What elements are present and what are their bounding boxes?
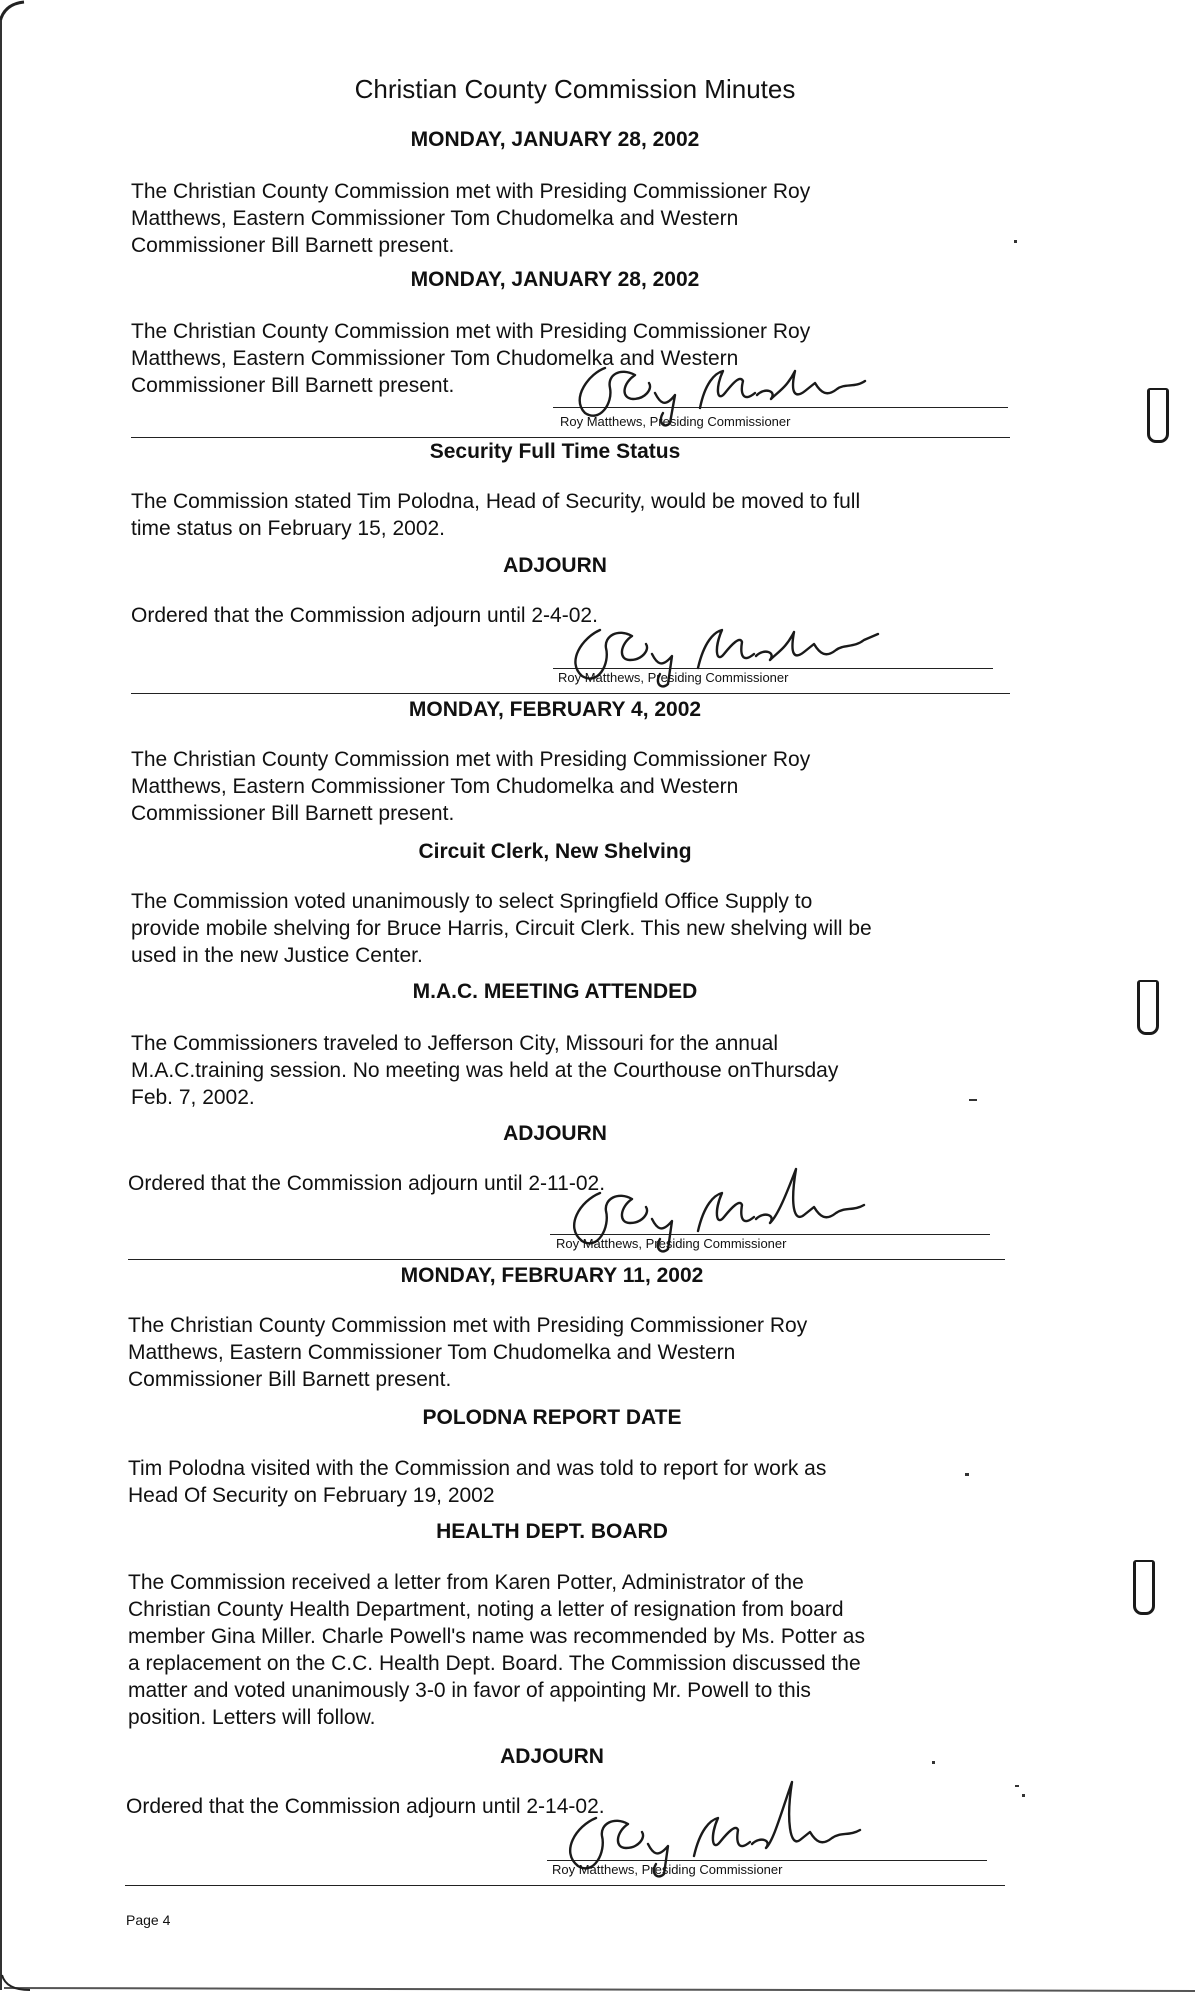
section-heading: Security Full Time Status [429,440,681,463]
section-heading: Circuit Clerk, New Shelving [418,840,692,863]
signature-caption: Roy Matthews, Presiding Commissioner [552,1862,783,1877]
section-heading-date: MONDAY, JANUARY 28, 2002 [410,268,700,291]
section-paragraph [131,178,810,259]
scan-speck [1015,1785,1019,1787]
section-paragraph [128,1455,826,1509]
section-heading-date: MONDAY, JANUARY 28, 2002 [410,128,700,151]
section-heading-date: MONDAY, FEBRUARY 4, 2002 [408,698,702,721]
section-paragraph [131,746,810,827]
paragraph-line: member Gina Miller. Charle Powell's name was recommended by Ms. Potter as [128,1625,865,1648]
document-title: Christian County Commission Minutes [354,74,796,104]
section-divider [128,1259,1005,1260]
section-paragraph [126,1793,605,1820]
section-paragraph [128,1312,807,1393]
section-paragraph [131,488,860,542]
scan-speck [1014,240,1017,243]
section-heading: HEALTH DEPT. BOARD [436,1520,668,1543]
paragraph-line: Tim Polodna visited with the Commission and was told to report for work as [128,1457,827,1480]
paragraph-line: a replacement on the C.C. Health Dept. Board. The Commission discussed the [128,1652,861,1675]
section-divider [131,693,1010,694]
paragraph-line: Matthews, Eastern Commissioner Tom Chudomelka and Western [131,775,739,798]
binder-hole-mark [1137,980,1159,1035]
paragraph-line: The Christian County Commission met with Presiding Commissioner Roy [131,748,811,771]
paragraph-line: Ordered that the Commission adjourn until 2-14-02. [126,1795,605,1818]
paragraph-line: Matthews, Eastern Commissioner Tom Chudomelka and Western [131,207,739,230]
paragraph-line: The Commission voted unanimously to select Springfield Office Supply to [131,890,813,913]
section-paragraph [128,1569,865,1731]
paragraph-line: The Commission received a letter from Karen Potter, Administrator of the [128,1571,804,1594]
paragraph-line: used in the new Justice Center. [131,944,423,967]
paragraph-line: matter and voted unanimously 3-0 in favor of appointing Mr. Powell to this [128,1679,811,1702]
paragraph-line: Ordered that the Commission adjourn until 2-11-02. [128,1172,606,1195]
paragraph-line: Matthews, Eastern Commissioner Tom Chudomelka and Western [131,347,739,370]
paragraph-line: time status on February 15, 2002. [131,517,446,540]
scan-speck [932,1761,935,1764]
section-paragraph [131,1030,838,1111]
section-paragraph [128,1170,605,1197]
paragraph-line: Feb. 7, 2002. [131,1086,255,1109]
paragraph-line: Head Of Security on February 19, 2002 [128,1484,495,1507]
paragraph-line: The Commission stated Tim Polodna, Head of Security, would be moved to full [131,490,861,513]
section-paragraph [131,602,598,629]
paragraph-line: position. Letters will follow. [128,1706,376,1729]
paragraph-line: Commissioner Bill Barnett present. [131,802,455,825]
binder-hole-mark [1147,388,1169,443]
scan-speck [965,1473,969,1476]
scan-speck [969,1099,977,1101]
paragraph-line: Commissioner Bill Barnett present. [131,374,455,397]
paragraph-line: The Commissioners traveled to Jefferson City, Missouri for the annual [131,1032,778,1055]
paragraph-line: The Christian County Commission met with Presiding Commissioner Roy [128,1314,808,1337]
section-heading-adjourn: ADJOURN [503,554,607,577]
section-divider [131,437,1010,438]
signature-caption: Roy Matthews, Presiding Commissioner [560,414,791,429]
signature-caption: Roy Matthews, Presiding Commissioner [556,1236,787,1251]
binder-hole-mark [1133,1560,1155,1615]
paragraph-line: The Christian County Commission met with Presiding Commissioner Roy [131,320,811,343]
section-heading-adjourn: ADJOURN [500,1745,604,1768]
paragraph-line: Matthews, Eastern Commissioner Tom Chudomelka and Western [128,1341,736,1364]
section-divider [125,1885,1005,1886]
section-heading-date: MONDAY, FEBRUARY 11, 2002 [400,1264,704,1287]
section-heading: M.A.C. MEETING ATTENDED [412,980,698,1003]
paragraph-line: Ordered that the Commission adjourn until 2-4-02. [131,604,598,627]
page-number: Page 4 [126,1912,171,1928]
section-heading: POLODNA REPORT DATE [422,1406,682,1429]
paragraph-line: Commissioner Bill Barnett present. [128,1368,452,1391]
section-paragraph [131,888,872,969]
section-heading-adjourn: ADJOURN [503,1122,607,1145]
paragraph-line: M.A.C.training session. No meeting was held at the Courthouse onThursday [131,1059,839,1082]
paragraph-line: The Christian County Commission met with Presiding Commissioner Roy [131,180,811,203]
paragraph-line: provide mobile shelving for Bruce Harris, Circuit Clerk. This new shelving will be [131,917,872,940]
paragraph-line: Commissioner Bill Barnett present. [131,234,455,257]
signature-caption: Roy Matthews, Presiding Commissioner [558,670,789,685]
paragraph-line: Christian County Health Department, noting a letter of resignation from board [128,1598,844,1621]
scan-speck [1022,1794,1025,1797]
